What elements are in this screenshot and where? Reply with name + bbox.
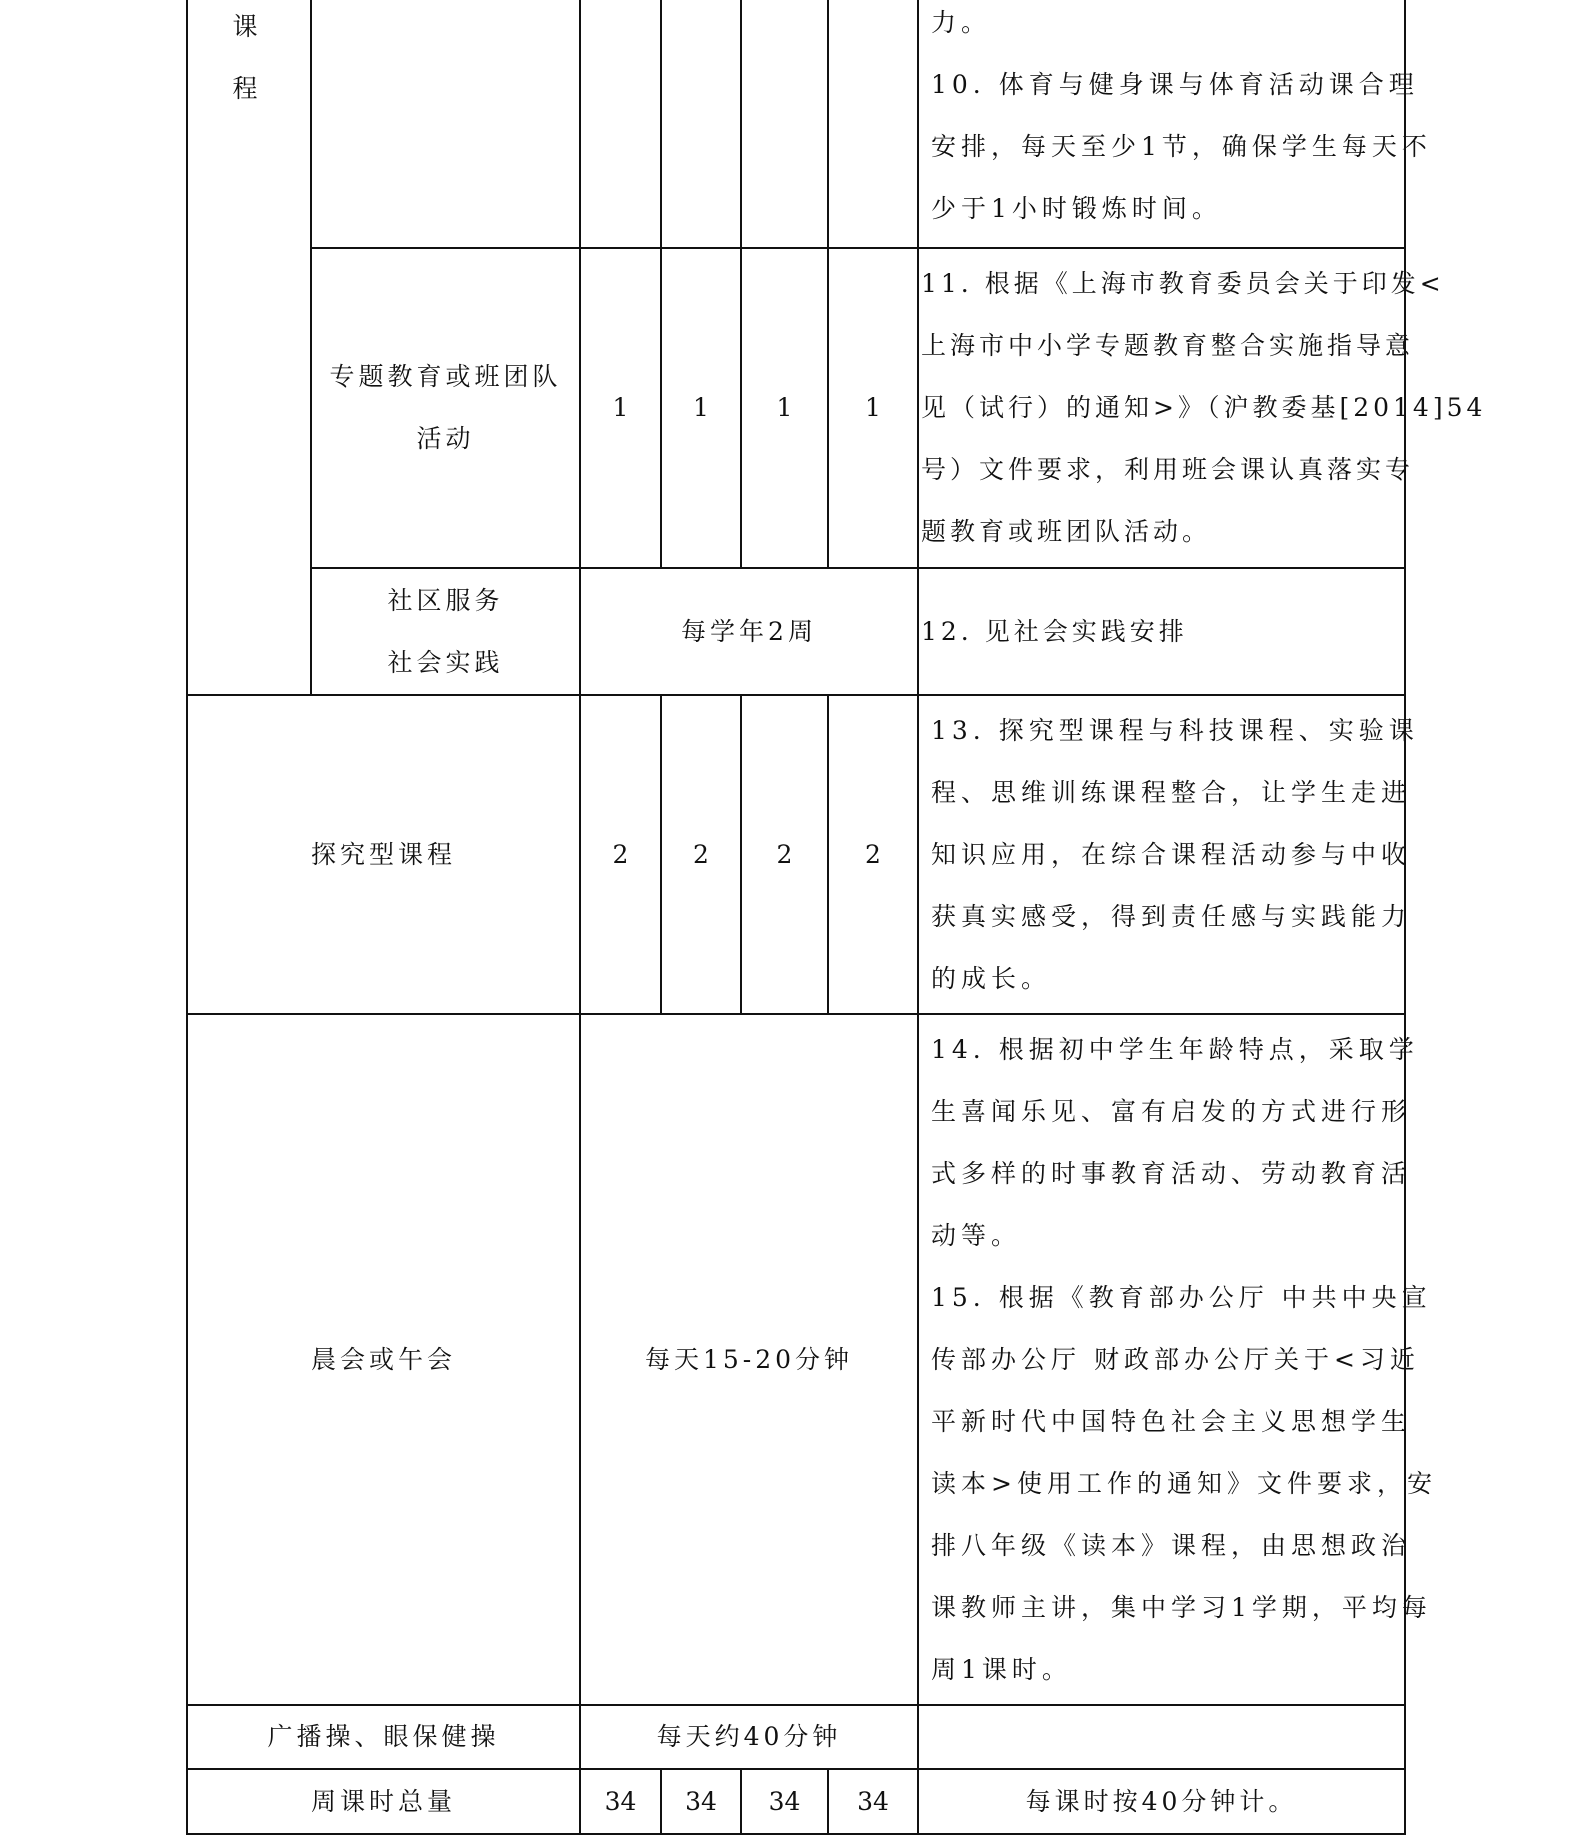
- pe-hours-grade8: [741, 0, 828, 248]
- topic-education-name-line-2: 活动: [416, 424, 475, 453]
- topic-education-hours-grade6: 1: [580, 248, 661, 568]
- topic-education-hours-grade7: 1: [661, 248, 741, 568]
- assembly-note-line-2: 生喜闻乐见、富有启发的方式进行形: [931, 1096, 1412, 1126]
- total-row: [187, 1769, 1405, 1834]
- inquiry-hours-grade9: 2: [828, 695, 918, 1014]
- assembly-note-line-1: 14. 根据初中学生年龄特点，采取学: [931, 1034, 1419, 1064]
- inquiry-hours-grade7: 2: [661, 695, 741, 1014]
- assembly-hours: 每天15-20分钟: [580, 1014, 918, 1705]
- category-char-2: 程: [232, 74, 258, 103]
- total-note: 每课时按40分钟计。: [918, 1769, 1405, 1834]
- assembly-note-line-3: 式多样的时事教育活动、劳动教育活: [931, 1158, 1412, 1188]
- curriculum-table: [186, 0, 1487, 1835]
- assembly-note: [918, 1014, 1437, 1705]
- total-hours-grade6: 34: [580, 1769, 661, 1834]
- pe-note-cell: [918, 0, 1432, 248]
- inquiry-hours-grade6: 2: [580, 695, 661, 1014]
- inquiry-note-line-5: 的成长。: [931, 963, 1052, 993]
- category-label-cell: [187, 0, 311, 695]
- assembly-note-line-6: 传部办公厅 财政部办公厅关于<习近: [931, 1344, 1420, 1374]
- exercise-name: 广播操、眼保健操: [187, 1705, 580, 1769]
- assembly-name: 晨会或午会: [187, 1014, 580, 1705]
- total-hours-grade9: 34: [828, 1769, 918, 1834]
- topic-education-row: [187, 248, 1405, 568]
- topic-education-note-line-4: 号）文件要求，利用班会课认真落实专: [921, 455, 1415, 484]
- assembly-note-line-4: 动等。: [931, 1220, 1022, 1250]
- topic-education-note-line-1: 11. 根据《上海市教育委员会关于印发<: [921, 269, 1445, 298]
- assembly-note-line-11: 周1课时。: [931, 1654, 1072, 1684]
- topic-education-name: [311, 248, 580, 568]
- community-hours: 每学年2周: [580, 568, 918, 695]
- topic-education-note-line-3: 见（试行）的通知>》（沪教委基[2014]54: [921, 393, 1487, 422]
- community-name-line-2: 社会实践: [387, 647, 504, 677]
- topic-education-hours-grade9: 1: [828, 248, 918, 568]
- pe-note-line-1: 力。: [931, 8, 992, 37]
- pe-row: [187, 0, 1405, 248]
- community-name: [311, 568, 580, 695]
- topic-education-hours-grade8: 1: [741, 248, 828, 568]
- inquiry-note-line-1: 13. 探究型课程与科技课程、实验课: [931, 715, 1419, 745]
- inquiry-name: 探究型课程: [187, 695, 580, 1014]
- topic-education-note-line-2: 上海市中小学专题教育整合实施指导意: [921, 331, 1415, 360]
- pe-name-cell: [311, 0, 580, 248]
- assembly-note-line-7: 平新时代中国特色社会主义思想学生: [931, 1406, 1412, 1436]
- assembly-note-line-9: 排八年级《读本》课程，由思想政治: [931, 1530, 1412, 1560]
- assembly-row: [187, 1014, 1405, 1705]
- inquiry-row: [187, 695, 1405, 1014]
- category-char-1: 课: [232, 12, 258, 41]
- pe-note-line-4: 少于1小时锻炼时间。: [931, 194, 1222, 223]
- topic-education-name-line-1: 专题教育或班团队: [329, 362, 562, 391]
- inquiry-hours-grade8: 2: [741, 695, 828, 1014]
- total-hours-grade8: 34: [741, 1769, 828, 1834]
- inquiry-note-line-2: 程、思维训练课程整合，让学生走进: [931, 777, 1412, 807]
- pe-note-line-3: 安排，每天至少1节，确保学生每天不: [931, 132, 1432, 161]
- total-name: 周课时总量: [187, 1769, 580, 1834]
- inquiry-note: [918, 695, 1419, 1014]
- pe-hours-grade9: [828, 0, 918, 248]
- assembly-note-line-5: 15. 根据《教育部办公厅 中共中央宣: [931, 1282, 1432, 1312]
- pe-note-line-2: 10. 体育与健身课与体育活动课合理: [931, 70, 1419, 99]
- exercise-note: [918, 1705, 1405, 1769]
- assembly-note-line-10: 课教师主讲，集中学习1学期，平均每: [931, 1592, 1432, 1622]
- inquiry-note-line-3: 知识应用，在综合课程活动参与中收: [931, 839, 1412, 869]
- pe-hours-grade6: [580, 0, 661, 248]
- topic-education-note: [918, 248, 1487, 568]
- assembly-note-line-8: 读本>使用工作的通知》文件要求，安: [931, 1468, 1437, 1498]
- pe-hours-grade7: [661, 0, 741, 248]
- total-hours-grade7: 34: [661, 1769, 741, 1834]
- community-name-line-1: 社区服务: [387, 585, 504, 615]
- exercise-row: [187, 1705, 1405, 1769]
- category-label: [225, 0, 265, 120]
- community-row: [187, 568, 1405, 695]
- topic-education-note-line-5: 题教育或班团队活动。: [921, 517, 1212, 546]
- inquiry-note-line-4: 获真实感受，得到责任感与实践能力: [931, 901, 1412, 931]
- exercise-hours: 每天约40分钟: [580, 1705, 918, 1769]
- community-note: 12. 见社会实践安排: [918, 568, 1405, 695]
